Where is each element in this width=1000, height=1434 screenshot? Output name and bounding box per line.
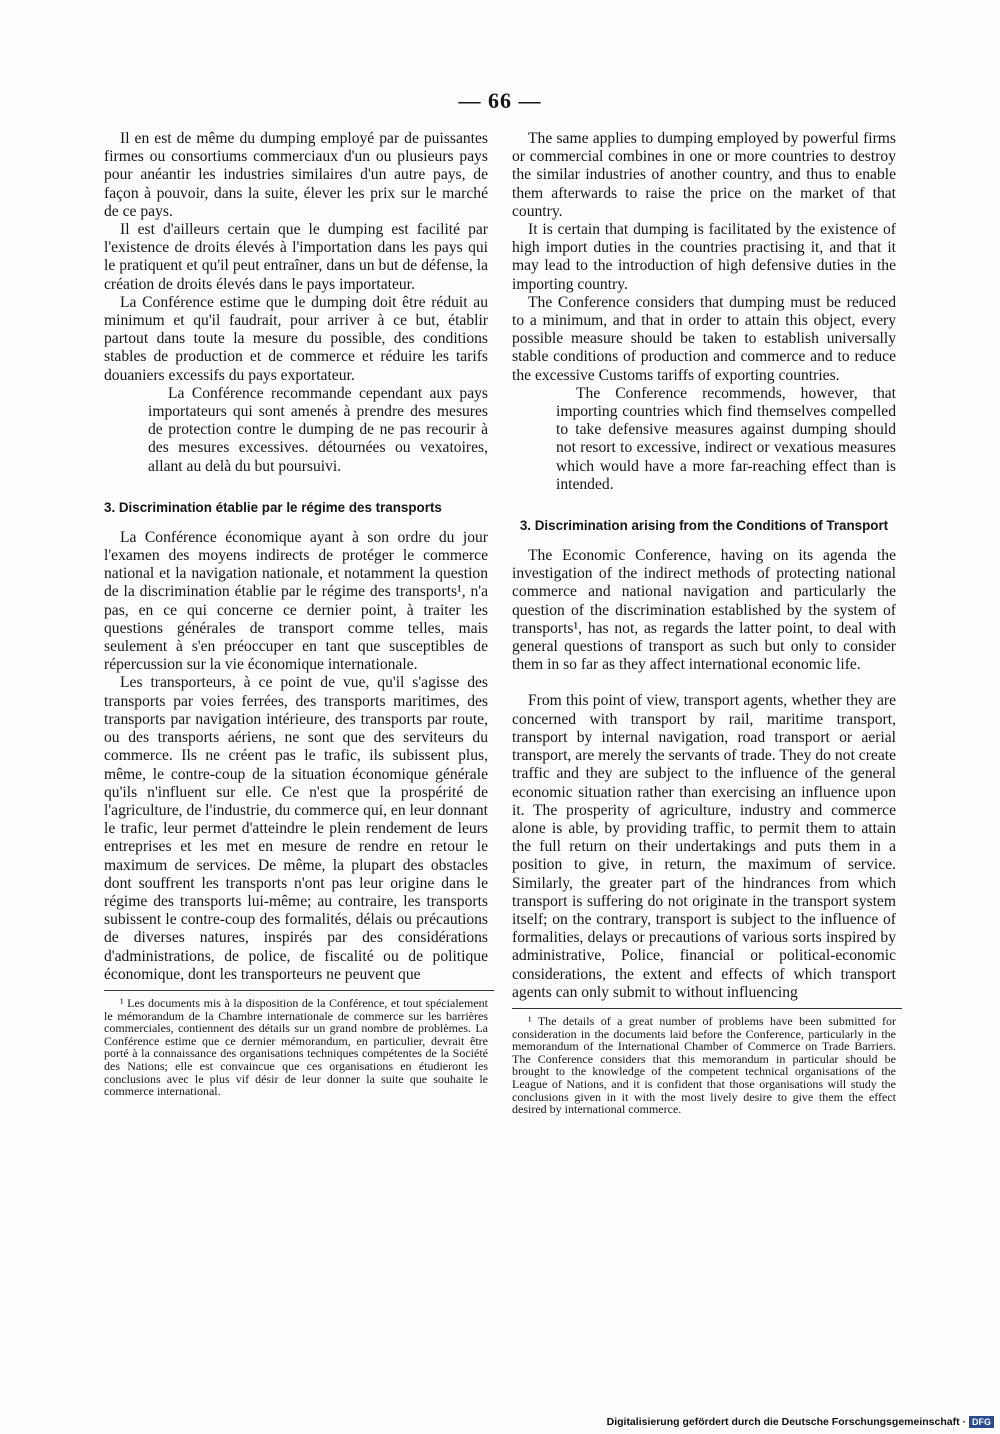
fr-footnote-rule — [104, 990, 494, 991]
fr-paragraph-5: Les transporteurs, à ce point de vue, qu'il s'agisse des transports par voies ferrées, des transports maritimes, des transports par navigation intérieure, des transports par route, ou des transports aériens, ne sont que des serviteurs du commerce. Ils ne créent pas le trafic, ils subissent plus, même, le contre-coup de la situation économique générale qu'ils n'influent sur elle. Ce n'est que la prospérité de l'agriculture, de l'industrie, du commerce qui, en leur donnant le trafic, leur permet d'atteindre le plein rendement de leurs entreprises et les met en mesure de rendre en retour le maximum de services. De même, la plupart des obstacles dont souffrent les transports n'ont pas leur origine dans le régime des transports lui-même; au contraire, les transports subissent le contre-coup des formalités, délais ou précautions de diverses natures, inspirés par des considérations d'administrations, de police, de fiscalité ou de politique économique, dont les transporteurs ne peuvent que — [104, 674, 488, 983]
fr-paragraph-1: Il en est de même du dumping employé par de puissantes firmes ou consortiums commerciaux d'un ou plusieurs pays pour anéantir les industries similaires d'un autre pays, de façon à pouvoir, dans la suite, élever les prix sur le marché de ce pays. — [104, 130, 488, 220]
fr-paragraph-2: Il est d'ailleurs certain que le dumping est facilité par l'existence de droits élevés à l'importation dans les pays qui le pratiquent et qu'il peut entraîner, dans un but de défense, la création de droits élevés dans le pays importateur. — [104, 221, 488, 293]
en-paragraph-2: It is certain that dumping is facilitated by the existence of high import duties in the countries practising it, and that it may lead to the introduction of high defensive duties in the importing country. — [512, 221, 896, 293]
fr-footnote: ¹ Les documents mis à la disposition de la Conférence, et tout spécialement le mémorandum de la Chambre internationale de commerce sur les barrières commerciales, contiennent des détails sur un grand nombre de problèmes. La Conférence estime que ce dernier mémorandum, en particulier, devrait être porté à la connaissance des organisations techniques compétentes de la Société des Nations; elle est convaincue que ces organisations en étudieront les conclusions avec le plus vif désir de leur donner la suite que souhaite le commerce international. — [104, 995, 488, 1099]
dfg-logo: DFG — [969, 1416, 994, 1428]
en-paragraph-5: From this point of view, transport agents, whether they are concerned with transport by rail, maritime transport, transport by internal navigation, road transport or aerial transport, are merely the servants of trade. They do not create traffic and they are subject to the influence of the general economic situation rather than exercising an influence upon it. The prosperity of agriculture, industry and commerce alone is able, by providing traffic, to permit them to attain the full return on their undertakings and puts them in a position to give, in return, the maximum of service. Similarly, the greater part of the hindrances from which transport is suffering do not originate in the transport system itself; on the contrary, transport is subject to the influence of formalities, delays or precautions of various sorts inspired by administrative, Police, financial or political-economic considerations, the extent and effects of which transport agents can only submit to without influencing — [512, 692, 896, 1001]
en-footnote-rule — [512, 1008, 902, 1009]
en-paragraph-4: The Economic Conference, having on its agenda the investigation of the indirect methods of protecting national commerce and national navigation and particularly the question of the discrimination established by the system of transports¹, has not, as regards the latter point, to deal with general questions of transport as such but only to consider them in so far as they affect international economic life. — [512, 547, 896, 674]
en-footnote: ¹ The details of a great number of problems have been submitted for consideration in the documents laid before the Conference, particularly in the memorandum of the International Chamber of Commerce on Trade Barriers. The Conference considers that this memorandum in particular should be brought to the knowledge of the competent technical organisations of the League of Nations, and it is confident that those organisations will study the conclusions given in it with the most lively desire to give them the effect desired by international commerce. — [512, 1013, 896, 1117]
digitization-footer — [607, 1416, 994, 1428]
en-section-heading: 3. Discrimination arising from the Conditions of Transport — [519, 518, 889, 534]
en-recommendation: The Conference recommends, however, that importing countries which find themselves compelled to take defensive measures against dumping should not resort to excessive, indirect or vexatious measures which would have a more far-reaching effect than is intended. — [556, 384, 896, 493]
fr-recommendation: La Conférence recommande cependant aux pays importateurs qui sont amenés à prendre des mesures de protection contre le dumping de ne pas recourir à des mesures excessives. détournées ou vexatoires, allant au delà du but poursuivi. — [148, 384, 488, 475]
en-paragraph-3: The Conference considers that dumping must be reduced to a minimum, and that in order to attain this object, every possible measure should be taken to establish universally stable conditions of production and commerce and to reduce the excessive Customs tariffs of exporting countries. — [512, 293, 896, 384]
footer-text: Digitalisierung gefördert durch die Deutsche Forschungsgemeinschaft · — [606, 1416, 966, 1428]
english-column — [512, 130, 896, 1116]
page-number: — 66 — — [458, 88, 542, 113]
fr-paragraph-4: La Conférence économique ayant à son ordre du jour l'examen des moyens indirects de protéger le commerce national et la navigation nationale, et notamment la question de la discrimination établie par le régime des transports¹, n'a pas, en ce qui concerne ce dernier point, à traiter les questions générales de transport comme telles, mais seulement à s'en préoccuper en tant que susceptibles de répercussion sur la vie économique internationale. — [104, 528, 488, 674]
french-column — [104, 130, 488, 1098]
fr-paragraph-3: La Conférence estime que le dumping doit être réduit au minimum et qu'il faudrait, pour arriver à ce but, établir partout dans toute la mesure du possible, des conditions stables de production et de commerce et réduire les tarifs douaniers excessifs du pays exportateur. — [104, 293, 488, 384]
en-paragraph-1: The same applies to dumping employed by powerful firms or commercial combines in one or more countries to destroy the similar industries of another country, and thus to enable them afterwards to raise the price on the market of that country. — [512, 130, 896, 220]
fr-section-heading: 3. Discrimination établie par le régime des transports — [104, 499, 442, 515]
